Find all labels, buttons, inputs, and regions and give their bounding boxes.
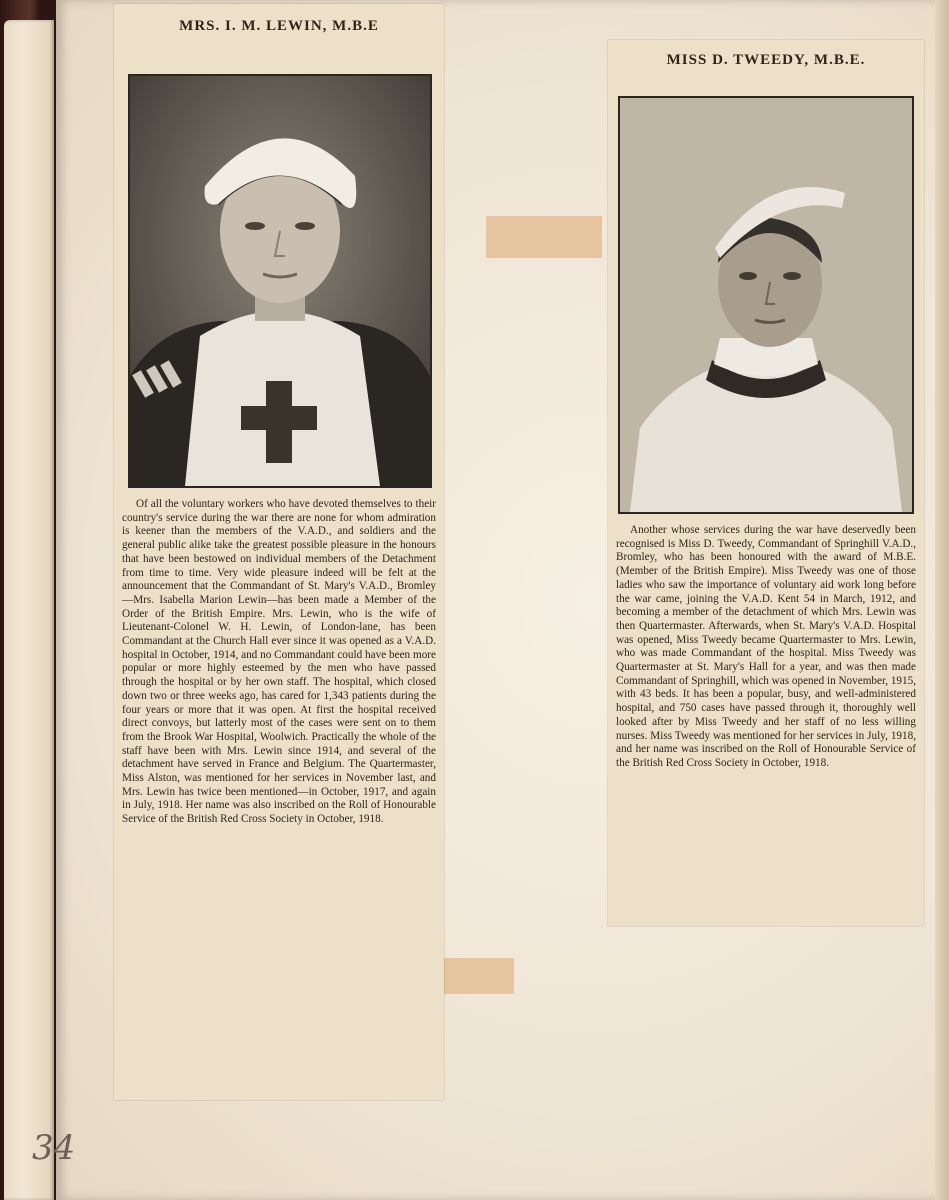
- tape-strip: [486, 216, 602, 258]
- page-number: 34: [32, 1128, 76, 1168]
- clipping-heading: MRS. I. M. LEWIN, M.B.E: [179, 18, 379, 34]
- tape-strip: [442, 958, 514, 994]
- nurse-portrait-red-cross-icon: [128, 74, 432, 488]
- previous-leaf-edge: [4, 20, 54, 1200]
- page-edge: [935, 0, 949, 1200]
- clipping-article: Another whose services during the war have deservedly been recognised is Miss D. Tweedy, Commandant of Springhill V.A.D., Bromley, who has been honoured with the award of M.B.E. (Member of the British Empire). Miss Tweedy was one of those ladies who saw the importance of voluntary aid work long before the war came, joining the V.A.D. Kent 54 in March, 1912, and becoming a member of the detachment of which Mrs. Lewin was then Quartermaster. Afterwards, when St. Mary's V.A.D. Hospital was opened, Miss Tweedy became Quartermaster to Mrs. Lewin, who was made Commandant of the hospital. Miss Tweedy was Quartermaster at St. Mary's Hall for a year, and was then made Commandant of Springhill, which was opened in November, 1915, with 43 beds. It has been a popular, busy, and well-administered hospital, and 750 cases have passed through it, thoroughly well looked after by Miss Tweedy and her staff of no less willing nurses. Miss Tweedy was mentioned for her services in July, 1918, and her name was inscribed on the Roll of Honourable Service of the British Red Cross Society in October, 1918.: [616, 524, 917, 769]
- nurse-portrait-icon: [618, 96, 914, 514]
- scrapbook-page: [56, 0, 949, 1200]
- clipping-article: Of all the voluntary workers who have devoted themselves to their country's service during the war there are none for whom admiration is keener than the members of the V.A.D., and soldiers and the general public alike take the greatest possible pleasure in the honours that have been bestowed on individual members of the Detachment from time to time. Very wide pleasure indeed will be felt at the announcement that the Commandant of St. Mary's V.A.D., Bromley—Mrs. Isabella Marion Lewin—has been made a Member of the Order of the British Empire. Mrs. Lewin, who is the wife of Lieutenant-Colonel W. H. Lewin, of London-lane, has been Commandant at the Church Hall ever since it was opened as a V.A.D. hospital in October, 1914, and no Commandant could have been more popular or more highly esteemed by the men who have passed through the hospital or by her own staff. The hospital, which closed down two or three weeks ago, has cared for 1,343 patients during the four years or more that it was open. At first the hospital received direct convoys, but latterly most of the cases were sent on to them from the Brook War Hospital, Woolwich. Practically the whole of the staff have been with Mrs. Lewin since 1914, and several of the detachment have served in France and Belgium. The Quartermaster, Miss Alston, was mentioned for her services in November last, and Mrs. Lewin has twice been mentioned—in October, 1917, and again in July, 1918. Her name was also inscribed on the Roll of Honourable Service of the British Red Cross Society in October, 1918.: [122, 498, 436, 826]
- clipping-heading: MISS D. TWEEDY, M.B.E.: [666, 52, 866, 68]
- clipping-tweedy: [608, 40, 924, 926]
- clipping-lewin: [114, 4, 444, 1100]
